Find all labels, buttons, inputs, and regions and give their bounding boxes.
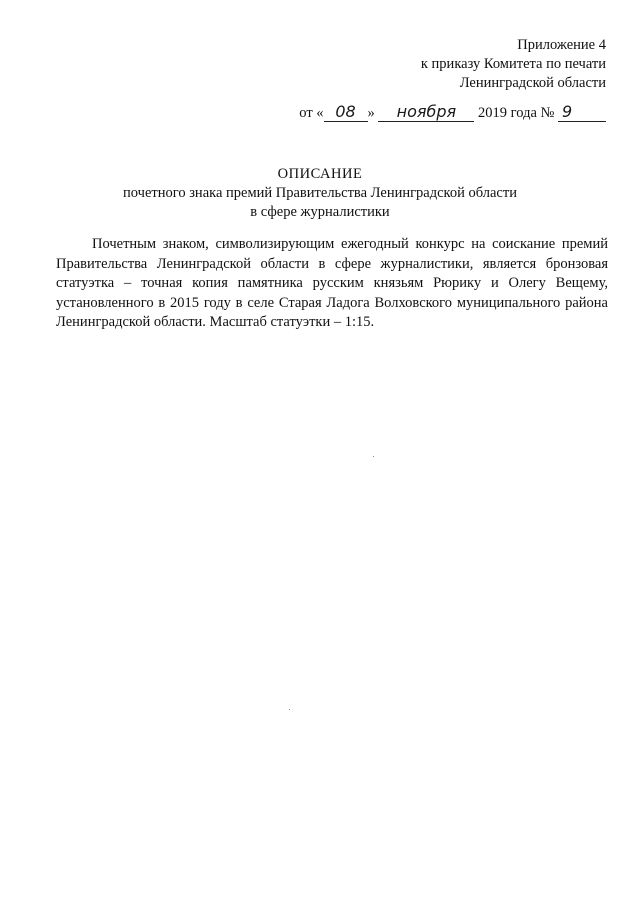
- title-field: в сфере журналистики: [250, 204, 390, 220]
- order-year: 2019 года №: [478, 105, 555, 121]
- handwritten-order-number: 9: [558, 103, 606, 122]
- annex-number: Приложение 4: [517, 37, 606, 53]
- order-date-line: [299, 103, 606, 123]
- scan-speck: [289, 709, 290, 710]
- description-paragraph: Почетным знаком, символизирующим ежегодный конкурс на соискание премий Правительства Ленинградской области в сфере журналистики, является бронзовая статуэтка – точная копия памятника русским князьям Рюрику и Олегу Вещему, установленного в 2015 году в селе Старая Ладога Волховского муниципального района Ленинградской области. Масштаб статуэтки – 1:15.: [56, 236, 608, 330]
- title-subject: почетного знака премий Правительства Ленинградской области: [123, 185, 517, 201]
- document-title: [0, 165, 640, 222]
- annex-order-reference: к приказу Комитета по печати: [420, 56, 606, 72]
- title-heading: ОПИСАНИЕ: [277, 166, 363, 182]
- annex-region: Ленинградской области: [459, 75, 606, 91]
- handwritten-month: ноября: [378, 103, 474, 122]
- handwritten-day: 08: [324, 103, 368, 122]
- quote-open: «: [316, 105, 324, 121]
- scan-speck: [373, 456, 374, 457]
- order-prefix: от: [299, 105, 313, 121]
- quote-close: »: [367, 105, 375, 121]
- annex-header: [421, 36, 606, 93]
